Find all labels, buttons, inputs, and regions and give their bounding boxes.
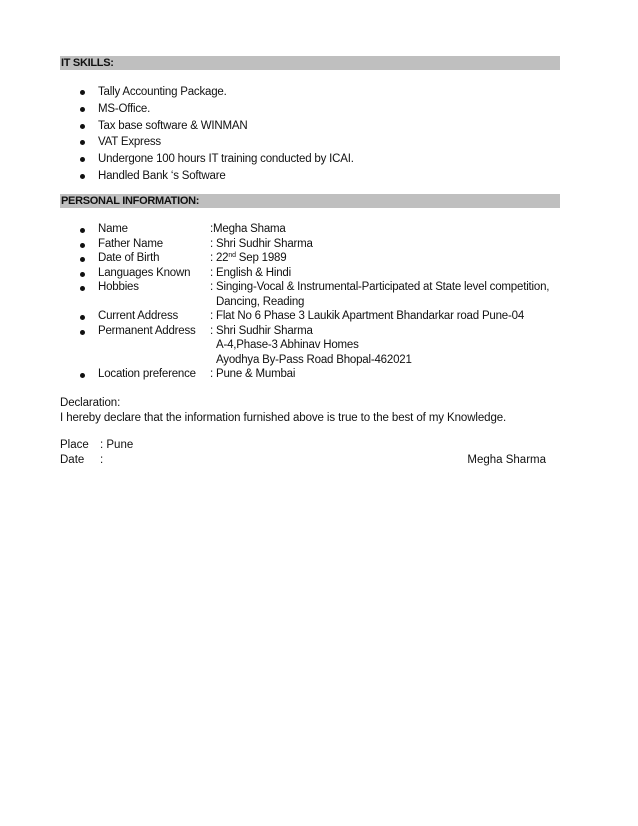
it-skills-list (60, 84, 354, 185)
declaration (60, 396, 506, 426)
info-row-current-address: Current Address : Flat No 6 Phase 3 Laukik Apartment Bhandarkar road Pune-04 (60, 309, 580, 324)
info-row-languages: Languages Known : English & Hindi (60, 266, 580, 281)
bullet-icon (80, 286, 85, 291)
bullet-icon (80, 330, 85, 335)
info-row-father-name: Father Name : Shri Sudhir Sharma (60, 237, 580, 252)
bullet-icon (80, 243, 85, 248)
declaration-text: I hereby declare that the information furnished above is true to the best of my Knowledge. (60, 412, 507, 424)
list-item: VAT Express (60, 134, 354, 151)
list-item: Handled Bank ‘s Software (60, 168, 354, 185)
personal-info-heading: PERSONAL INFORMATION: (60, 194, 560, 208)
info-row-location-preference: Location preference : Pune & Mumbai (60, 367, 580, 382)
list-item: Tax base software & WINMAN (60, 118, 354, 135)
info-row-date-of-birth: Date of Birth : 22nd Sep 1989 (60, 251, 580, 266)
list-item: Tally Accounting Package. (60, 84, 354, 101)
bullet-icon (80, 157, 85, 162)
list-item: MS-Office. (60, 101, 354, 118)
declaration-title: Declaration: (60, 397, 121, 409)
info-row-name: Name :Megha Shama (60, 222, 580, 237)
bullet-icon (80, 174, 85, 179)
bullet-icon (80, 107, 85, 112)
bullet-icon (80, 257, 85, 262)
bullet-icon (80, 315, 85, 320)
place-line: Place : Pune (60, 439, 134, 451)
bullet-icon (80, 90, 85, 95)
bullet-icon (80, 228, 85, 233)
bullet-icon (80, 272, 85, 277)
personal-info-list (60, 222, 580, 382)
bullet-icon (80, 124, 85, 129)
bullet-icon (80, 373, 85, 378)
info-row-hobbies: Hobbies : Singing-Vocal & Instrumental-Participated at State level competition, Dancing, Reading (60, 280, 580, 309)
bullet-icon (80, 140, 85, 145)
info-row-permanent-address: Permanent Address : Shri Sudhir Sharma A-4,Phase-3 Abhinav Homes Ayodhya By-Pass Road Bhopal-462021 (60, 324, 580, 368)
signature-name: Megha Sharma (467, 454, 546, 466)
list-item: Undergone 100 hours IT training conducted by ICAI. (60, 151, 354, 168)
date-line: Date : (60, 454, 104, 466)
place-date-block (60, 438, 133, 468)
it-skills-heading: IT SKILLS: (60, 56, 560, 70)
